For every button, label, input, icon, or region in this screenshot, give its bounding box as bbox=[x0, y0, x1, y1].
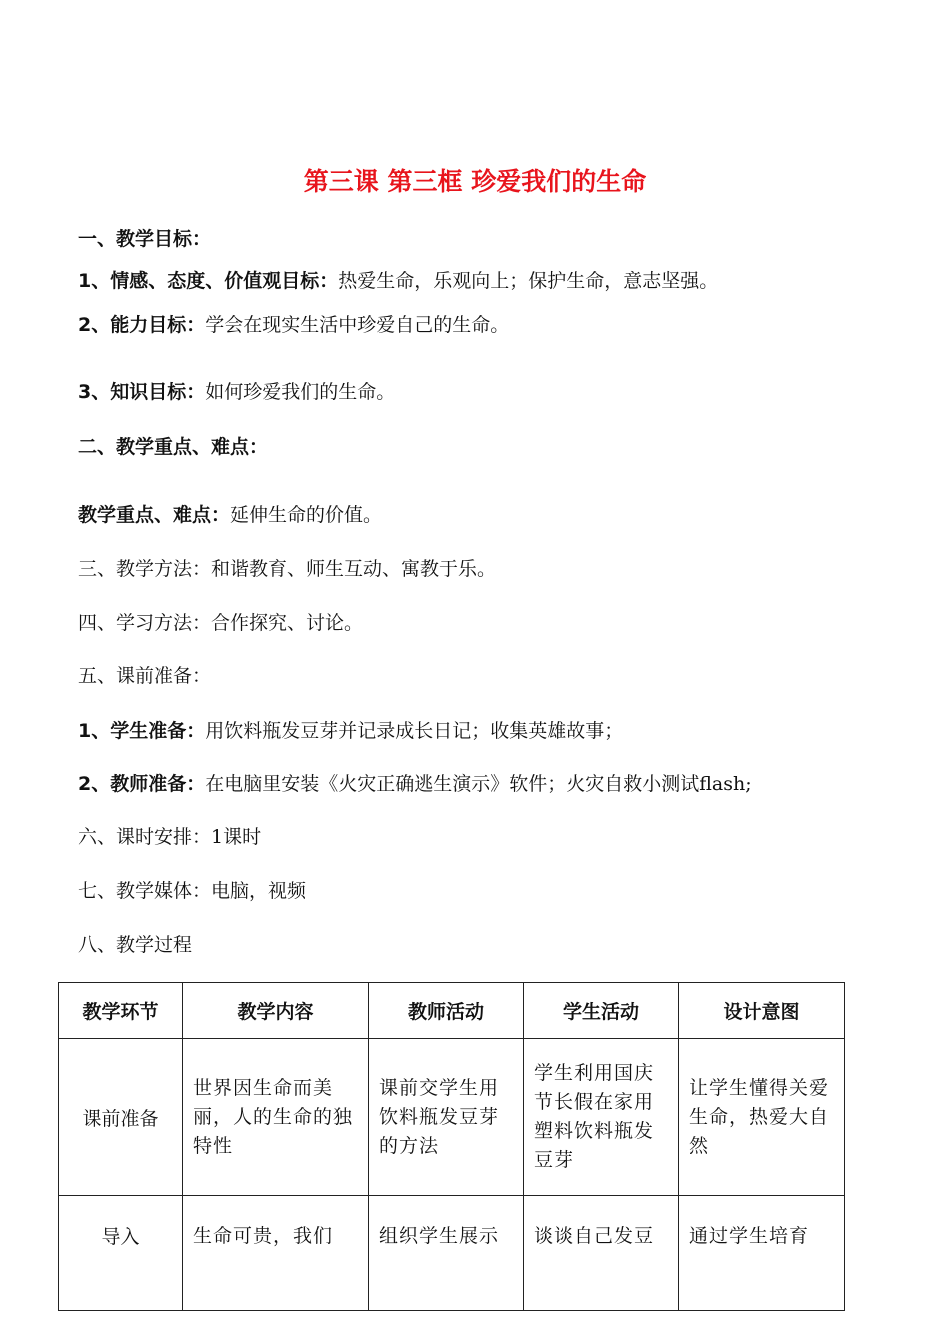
table-row bbox=[59, 1039, 845, 1196]
table-header: 教学内容 bbox=[183, 983, 369, 1039]
table-cell: 课前交学生用饮料瓶发豆芽的方法 bbox=[369, 1039, 524, 1196]
keypoint-text: 延伸生命的价值。 bbox=[230, 504, 383, 526]
section-heading-keypoints: 二、教学重点、难点： bbox=[78, 436, 269, 458]
prep-student-label: 1、学生准备： bbox=[78, 720, 206, 742]
table-cell: 通过学生培育 bbox=[679, 1196, 845, 1311]
goal-emotion-label: 1、情感、态度、价值观目标： bbox=[78, 270, 339, 292]
prep-teacher-text: 在电脑里安装《火灾正确逃生演示》软件；火灾自救小测试flash; bbox=[205, 773, 752, 795]
section-schedule: 六、课时安排：1课时 bbox=[78, 826, 262, 848]
table-cell: 学生利用国庆节长假在家用塑料饮料瓶发豆芽 bbox=[524, 1039, 679, 1196]
section-heading-prep: 五、课前准备： bbox=[78, 665, 212, 687]
table-cell: 世界因生命而美丽，人的生命的独特性 bbox=[183, 1039, 369, 1196]
section-methods: 三、教学方法：和谐教育、师生互动、寓教于乐。 bbox=[78, 558, 497, 580]
table-cell: 谈谈自己发豆 bbox=[524, 1196, 679, 1311]
table-cell: 让学生懂得关爱生命，热爱大自然 bbox=[679, 1039, 845, 1196]
goal-knowledge-label: 3、知识目标： bbox=[78, 381, 206, 403]
goal-ability bbox=[78, 310, 509, 337]
table-cell: 组织学生展示 bbox=[369, 1196, 524, 1311]
table-header: 学生活动 bbox=[524, 983, 679, 1039]
goal-ability-label: 2、能力目标： bbox=[78, 314, 206, 336]
table-row bbox=[59, 1196, 845, 1311]
teaching-process-table bbox=[58, 982, 845, 1311]
table-header-row bbox=[59, 983, 845, 1039]
goal-knowledge-text: 如何珍爱我们的生命。 bbox=[205, 381, 396, 403]
section-media: 七、教学媒体：电脑，视频 bbox=[78, 880, 307, 902]
table-cell: 生命可贵，我们 bbox=[183, 1196, 369, 1311]
table-header: 设计意图 bbox=[679, 983, 845, 1039]
table-header: 教学环节 bbox=[59, 983, 183, 1039]
section-heading-objectives: 一、教学目标： bbox=[78, 228, 212, 250]
page-title: 第三课 第三框 珍爱我们的生命 bbox=[303, 167, 647, 196]
prep-student bbox=[78, 716, 623, 743]
prep-teacher bbox=[78, 769, 752, 796]
section-process: 八、教学过程 bbox=[78, 934, 193, 956]
table-header: 教师活动 bbox=[369, 983, 524, 1039]
section-learning: 四、学习方法：合作探究、讨论。 bbox=[78, 612, 364, 634]
table-cell-stage: 课前准备 bbox=[59, 1039, 183, 1196]
prep-student-text: 用饮料瓶发豆芽并记录成长日记；收集英雄故事； bbox=[205, 720, 624, 742]
keypoint bbox=[78, 500, 382, 527]
goal-ability-text: 学会在现实生活中珍爱自己的生命。 bbox=[205, 314, 510, 336]
goal-knowledge bbox=[78, 377, 395, 404]
goal-emotion-text: 热爱生命，乐观向上；保护生命，意志坚强。 bbox=[338, 270, 719, 292]
table-cell-stage: 导入 bbox=[59, 1196, 183, 1311]
goal-emotion bbox=[78, 266, 718, 293]
prep-teacher-label: 2、教师准备： bbox=[78, 773, 206, 795]
keypoint-label: 教学重点、难点： bbox=[78, 504, 231, 526]
